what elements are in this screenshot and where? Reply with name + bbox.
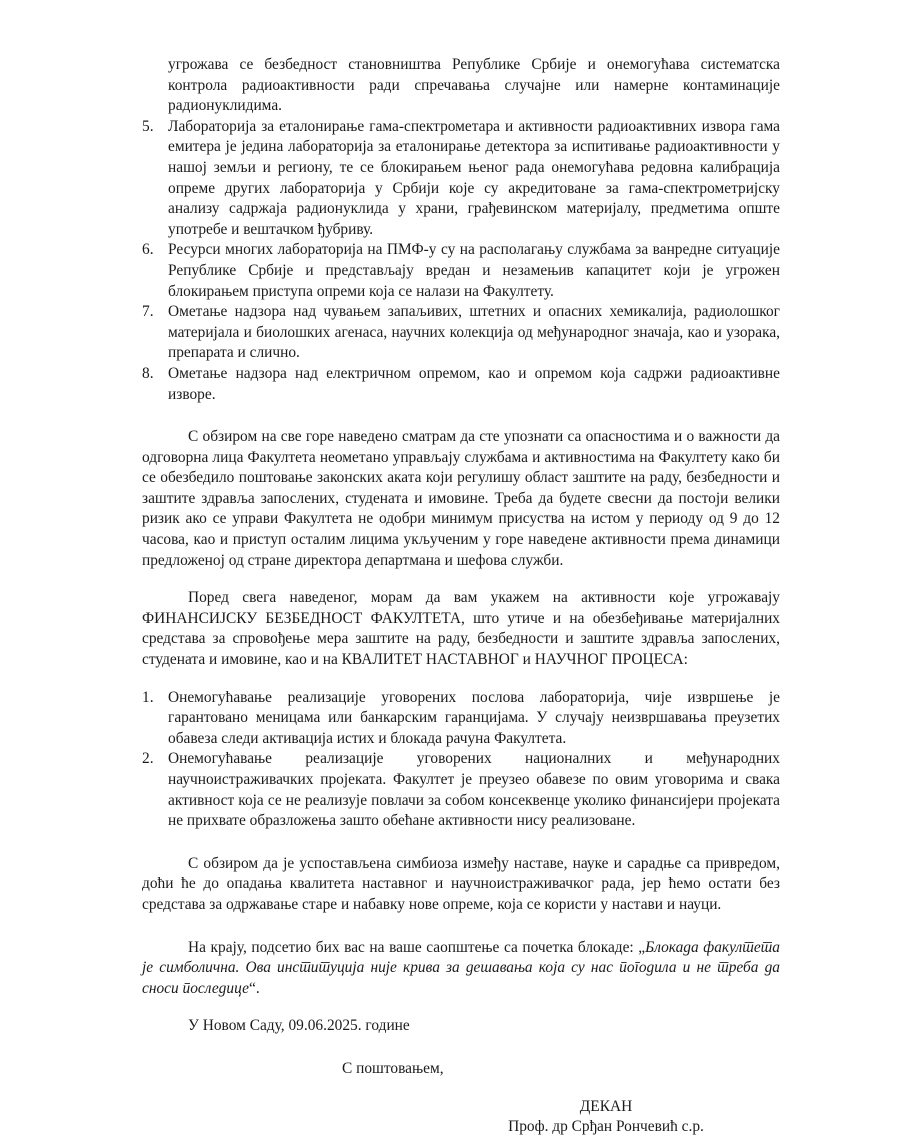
list-marker: 7. [142,303,154,321]
list-item [142,364,780,405]
spacer [142,1080,780,1097]
spacer [142,571,780,588]
spacer [142,916,780,938]
quote-tail: “. [248,979,260,997]
list-item-text: Онемогућавање реализације уговорених националних и међународних научноистраживачких пројеката. Факултет је преузео обавезе по овим уговорима и свака активност која се не реализује повлачи за собом консеквенце уколико финансијери пројеката не прихвате образложења зашто обећане активности нису реализоване. [168,750,780,830]
regards-line: С поштовањем, [342,1059,444,1077]
list-marker: 8. [142,364,154,382]
numbered-list-hazards [142,117,780,405]
signature-name: Проф. др Срђан Рончевић с.р. [508,1118,704,1136]
list-item-text: Ометање надзора над чувањем запаљивих, штетних и опасних хемикалија, радиолошког материјала и биолошких агенаса, научних колекција од међународног значаја, као и узорака, препарата и слично. [168,303,780,362]
paragraph-symbiosis: С обзиром да је успостављена симбиоза између наставе, науке и сарадње са привредом, доћи ће до опадања квалитета наставног и научноистраживачког рада, јер ћемо остати без средстава за одржавање старе и набавку нове опреме, која се користи у настави и науци. [142,854,780,913]
financial-lead: Поред свега наведеног, морам да вам укажем на активности које угрожавају [188,589,780,607]
signature-block [142,1097,780,1138]
financial-emphasis-teaching: КВАЛИТЕТ НАСТАВНОГ [341,651,519,669]
document-body [142,55,780,1138]
list-marker: 2. [142,750,154,768]
list-marker: 6. [142,241,154,259]
financial-middle: , што утиче и на обезбеђивање материјалних средстава за спровођење мера заштите на раду, безбедности и заштите здравља запослених, студената и имовине, као и на [142,609,780,669]
spacer [142,999,780,1016]
list-item [142,749,780,831]
list-marker: 5. [142,117,154,135]
spacer [142,671,780,688]
list-marker: 1. [142,688,154,706]
list-item-text: Ресурси многих лабораторија на ПМФ-у су на располагању службама за ванредне ситуације Републике Србије и представљају вредан и незамењив капацитет који је угрожен блокирањем приступа опреми која се налази на Факултету. [168,241,780,300]
list-item [142,117,780,241]
financial-emphasis-faculty: ФИНАНСИЈСКУ БЕЗБЕДНОСТ ФАКУЛТЕТА [142,609,461,627]
spacer [142,832,780,854]
list-item-text: Онемогућавање реализације уговорених послова лабораторија, чије извршење је гарантовано меницама или банкарским гаранцијама. У случају неизвршавања преузетих обавеза следи активација истих и блокада рачуна Факултета. [168,688,780,747]
paragraph-considering: С обзиром на све горе наведено сматрам да сте упознати са опасностима и о важности да одговорна лица Факултета неометано управљају службама и активностима на Факултету како би се обезбедило поштовање законских аката који регулишу област заштите на раду, безбедности и заштите здравља запослених, студената и имовине. Треба да будете свесни да постоји велики ризик ако се управи Факултета не одобри минимум присуства на истом у периоду од 9 до 12 часова, као и приступ осталим лицима укљученим у горе наведене активности према динамици предложеној од стране директора департмана и шефова служби. [142,428,780,569]
signature-title: ДЕКАН [579,1097,633,1115]
list-item-text: Ометање надзора над електричном опремом, као и опремом која садржи радиоактивне изворе. [168,364,780,403]
paragraph-financial-security [142,588,780,670]
spacer [142,405,780,427]
quote-lead: На крају, подсетио бих вас на ваше саопштење са почетка блокаде: „ [188,938,646,956]
financial-tail: : [683,651,688,669]
quote-text: Блокада факултета је симболична. Ова институција није крива за дешавања која су нас погодила и не треба да сноси последице [142,938,780,997]
continued-paragraph: угрожава се безбедност становништва Републике Србије и онемогућава систематска контрола радиоактивности ради спречавања случајне или намерне контаминације радионуклидима. [168,56,780,115]
list-item [142,688,780,750]
list-item [142,240,780,302]
date-line: У Новом Саду, 09.06.2025. године [188,1017,410,1035]
list-item [142,302,780,364]
financial-connector: и [518,651,535,669]
financial-emphasis-scientific: НАУЧНОГ ПРОЦЕСА [534,651,684,669]
numbered-list-financial [142,688,780,832]
list-item-text: Лабораторија за еталонирање гама-спектрометара и активности радиоактивних извора гама емитера је једина лабораторија за еталонирање детектора за испитивање радиоактивности у нашој земљи и региону, те се блокирањем њеног рада онемогућава редовна калибрација опреме других лабораторија у Србији које су акредитоване за гама-спектрометријску анализу садржаја радионуклида у храни, грађевинском материјалу, предметима опште употребе и вештачком ђубриву. [168,117,780,238]
paragraph-closing-quote [142,938,780,1000]
spacer [142,1037,780,1059]
